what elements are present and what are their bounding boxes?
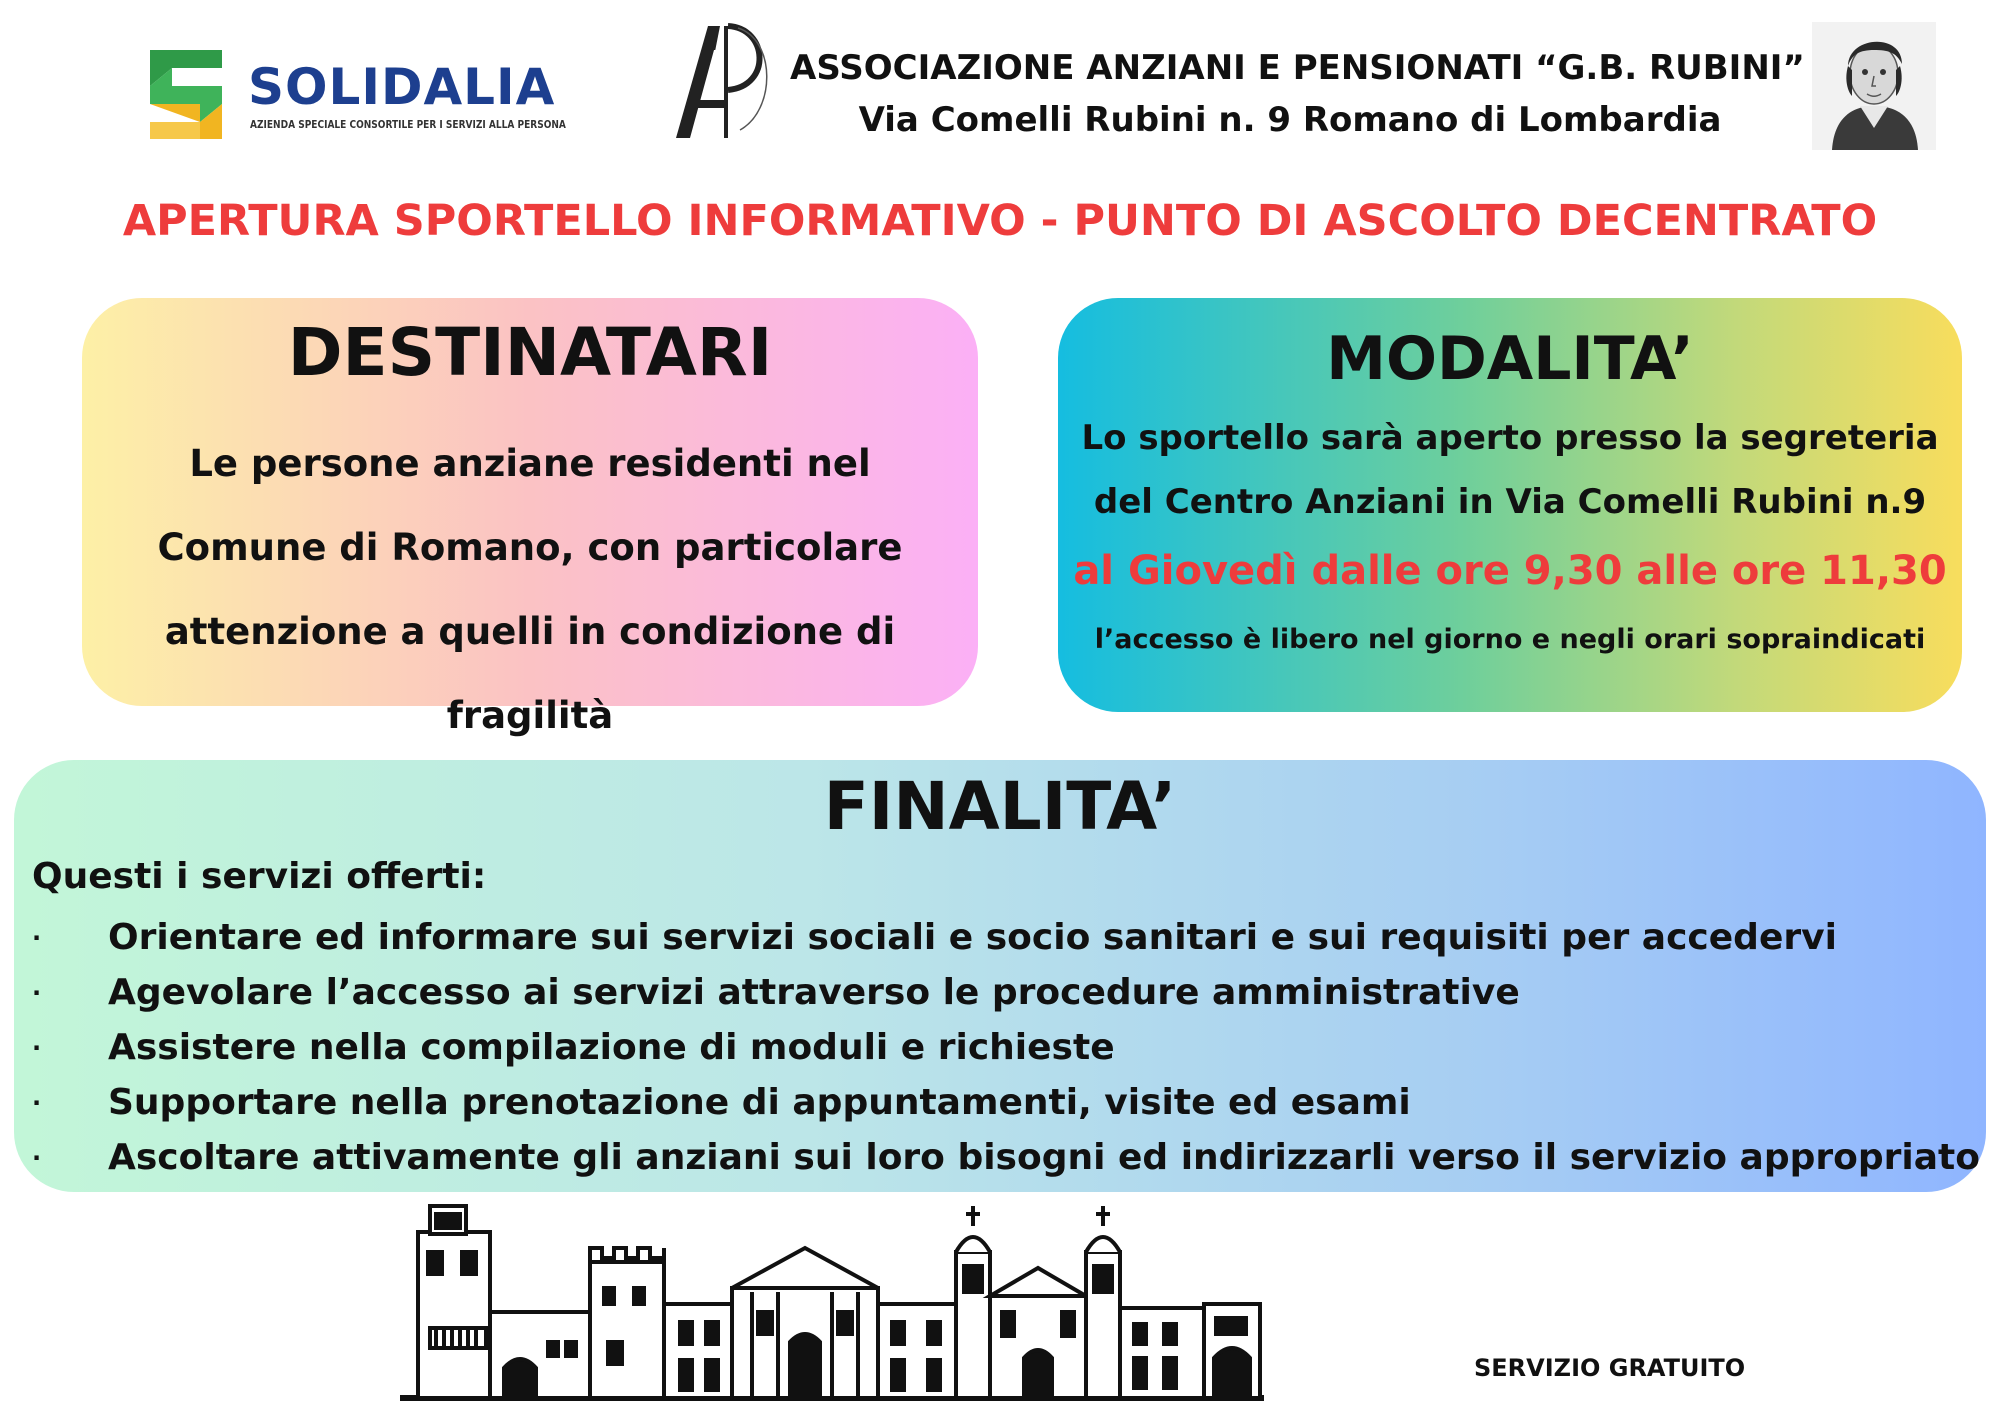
portrait-engraving-icon — [1812, 22, 1936, 150]
ap-monogram-logo-icon — [668, 20, 778, 142]
association-name: ASSOCIAZIONE ANZIANI E PENSIONATI “G.B. RUBINI” — [790, 48, 1805, 88]
service-text: Agevolare l’accesso ai servizi attraverso le procedure amministrative — [108, 972, 1520, 1013]
service-text: Assistere nella compilazione di moduli e richieste — [108, 1027, 1115, 1068]
service-text: Orientare ed informare sui servizi sociali e socio sanitari e sui requisiti per accedervi — [108, 917, 1837, 958]
modalita-access-note: l’accesso è libero nel giorno e negli orari sopraindicati — [1094, 624, 1926, 655]
free-service-label: SERVIZIO GRATUITO — [1474, 1354, 1746, 1382]
finalita-card — [14, 760, 1986, 1192]
list-item — [32, 910, 1980, 965]
bullet-icon: · — [32, 1088, 42, 1117]
solidalia-logo — [140, 42, 566, 150]
destinatari-title: DESTINATARI — [287, 314, 773, 391]
bullet-icon: · — [32, 1143, 42, 1172]
modalita-card — [1058, 298, 1962, 712]
finalita-intro: Questi i servizi offerti: — [32, 856, 487, 897]
bullet-icon: · — [32, 1033, 42, 1062]
list-item — [32, 1020, 1980, 1075]
list-item — [32, 965, 1980, 1020]
bullet-icon: · — [32, 923, 42, 952]
list-item — [32, 1075, 1980, 1130]
solidalia-tagline: AZIENDA SPECIALE CONSORTILE PER I SERVIZI ALLA PERSONA — [250, 118, 566, 131]
solidalia-s-icon — [140, 42, 232, 147]
destinatari-card — [82, 298, 978, 737]
list-item — [32, 1130, 1980, 1185]
finalita-title: FINALITA’ — [823, 768, 1177, 845]
service-text: Ascoltare attivamente gli anziani sui loro bisogni ed indirizzarli verso il servizio appropriato — [108, 1137, 1980, 1178]
association-address: Via Comelli Rubini n. 9 Romano di Lombardia — [858, 100, 1722, 140]
modalita-location-line-2: del Centro Anziani in Via Comelli Rubini n.9 — [1093, 482, 1927, 522]
solidalia-name: SOLIDALIA — [248, 58, 556, 116]
services-list — [32, 910, 1980, 1185]
service-text: Supportare nella prenotazione di appuntamenti, visite ed esami — [108, 1082, 1411, 1123]
modalita-location-line-1: Lo sportello sarà aperto presso la segreteria — [1081, 418, 1939, 458]
modalita-opening-hours: al Giovedì dalle ore 9,30 alle ore 11,30 — [1073, 548, 1947, 594]
destinatari-text: Le persone anziane residenti nel Comune di Romano, con particolare attenzione a quelli in condizione di fragilità — [157, 442, 903, 737]
bullet-icon: · — [32, 978, 42, 1007]
town-skyline-illustration-icon — [398, 1192, 1268, 1404]
modalita-title: MODALITA’ — [1326, 324, 1694, 394]
page-title: APERTURA SPORTELLO INFORMATIVO - PUNTO DI ASCOLTO DECENTRATO — [122, 196, 1878, 246]
